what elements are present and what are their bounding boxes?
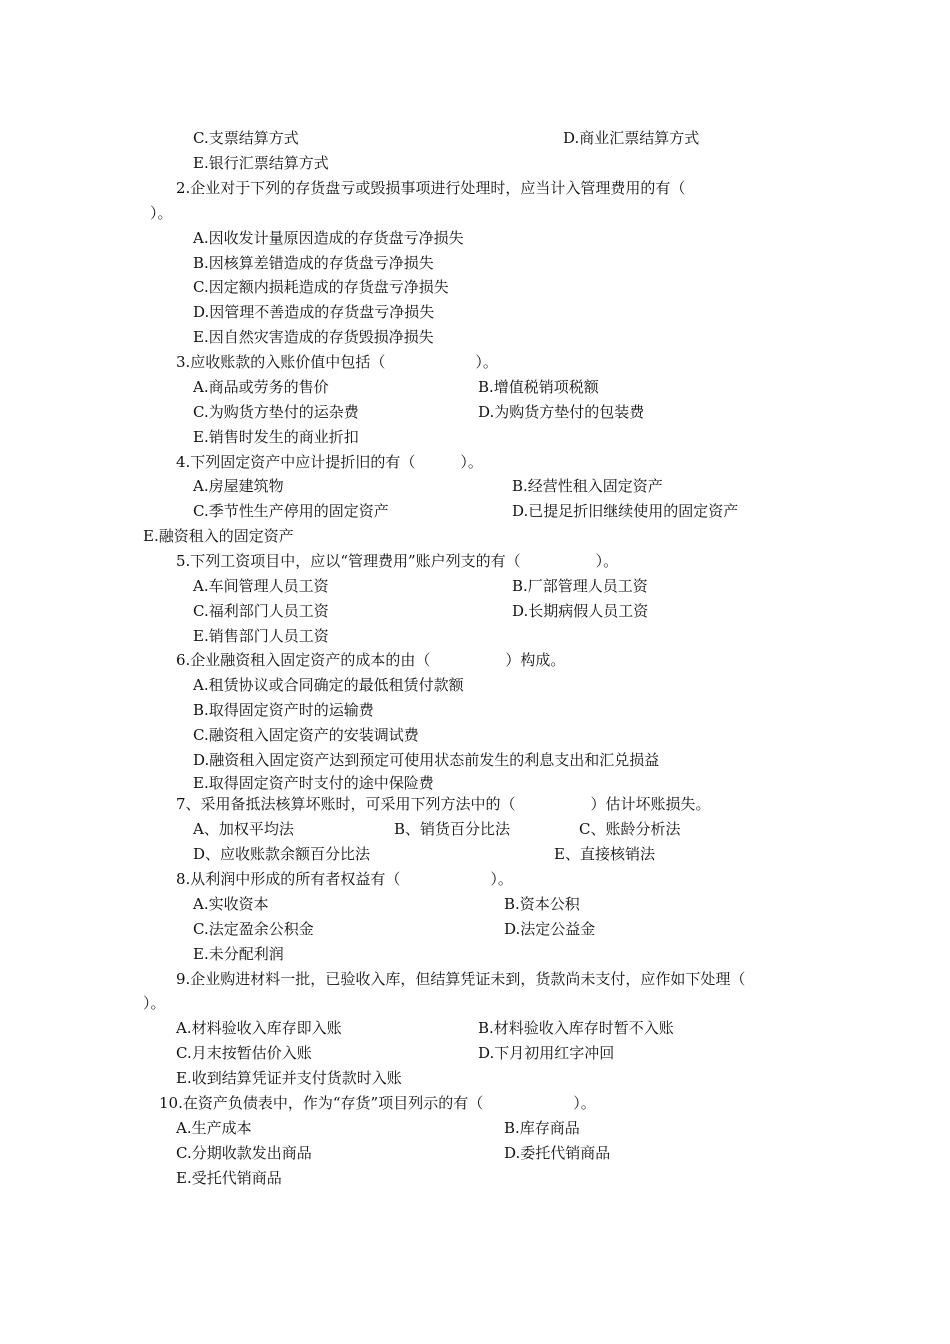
question-line: 8.从利润中形成的所有者权益有（ ）。	[176, 870, 513, 888]
option-line: B.取得固定资产时的运输费	[193, 701, 374, 719]
question-line: ）。	[143, 994, 166, 1012]
option-line: A.商品或劳务的售价	[193, 378, 329, 396]
option-line: A.车间管理人员工资	[193, 577, 329, 595]
option-line: B.增值税销项税额	[478, 378, 599, 396]
option-line: D.商业汇票结算方式	[563, 129, 700, 147]
option-line: D.委托代销商品	[504, 1144, 611, 1162]
option-line: C.福利部门人员工资	[193, 602, 329, 620]
option-line: C.分期收款发出商品	[176, 1144, 312, 1162]
option-line: D.法定公益金	[504, 920, 596, 938]
option-line: A、加权平均法	[193, 820, 294, 838]
option-line: B.厂部管理人员工资	[512, 577, 648, 595]
option-line: E.销售部门人员工资	[193, 627, 329, 645]
question-line: 6.企业融资租入固定资产的成本的由（ ）构成。	[176, 651, 566, 669]
option-line: E、直接核销法	[554, 845, 655, 863]
option-line: B.库存商品	[504, 1119, 580, 1137]
question-line: 2.企业对于下列的存货盘亏或毁损事项进行处理时，应当计入管理费用的有（	[176, 179, 686, 197]
option-line: C.月末按暂估价入账	[176, 1044, 312, 1062]
option-line: A.实收资本	[193, 895, 269, 913]
option-line: E.收到结算凭证并支付货款时入账	[176, 1069, 402, 1087]
option-line: D.因管理不善造成的存货盘亏净损失	[193, 303, 435, 321]
option-line: E.银行汇票结算方式	[193, 154, 329, 172]
option-line: C.季节性生产停用的固定资产	[193, 502, 389, 520]
option-line: B、销货百分比法	[394, 820, 511, 838]
option-line: D.已提足折旧继续使用的固定资产	[512, 502, 739, 520]
option-line: E.未分配利润	[193, 945, 284, 963]
question-line: ）。	[150, 204, 173, 222]
option-line: E.取得固定资产时支付的途中保险费	[193, 774, 434, 792]
option-line: C.支票结算方式	[193, 129, 299, 147]
question-line: 5.下列工资项目中，应以“管理费用”账户列支的有（ ）。	[176, 552, 619, 570]
question-line: 7、采用备抵法核算坏账时，可采用下列方法中的（ ）估计坏账损失。	[176, 795, 711, 813]
option-line: A.材料验收入库存即入账	[176, 1019, 342, 1037]
question-line: 3.应收账款的入账价值中包括（ ）。	[176, 353, 498, 371]
option-line: B.资本公积	[504, 895, 580, 913]
option-line: E.受托代销商品	[176, 1169, 282, 1187]
option-line: E.融资租入的固定资产	[143, 527, 294, 545]
option-line: D.长期病假人员工资	[512, 602, 649, 620]
option-line: C、账龄分析法	[579, 820, 681, 838]
option-line: D.为购货方垫付的包装费	[478, 403, 645, 421]
question-line: 9.企业购进材料一批，已验收入库，但结算凭证未到，货款尚未支付，应作如下处理（	[176, 970, 746, 988]
option-line: D、应收账款余额百分比法	[193, 845, 371, 863]
option-line: D.融资租入固定资产达到预定可使用状态前发生的利息支出和汇兑损益	[193, 751, 660, 769]
option-line: C.因定额内损耗造成的存货盘亏净损失	[193, 278, 449, 296]
option-line: C.法定盈余公积金	[193, 920, 314, 938]
option-line: A.因收发计量原因造成的存货盘亏净损失	[193, 229, 464, 247]
option-line: A.生产成本	[176, 1119, 252, 1137]
question-line: 4.下列固定资产中应计提折旧的有（ ）。	[176, 453, 483, 471]
question-line: 10.在资产负债表中，作为“存货”项目列示的有（ ）。	[159, 1094, 596, 1112]
option-line: B.经营性租入固定资产	[512, 477, 663, 495]
option-line: E.销售时发生的商业折扣	[193, 428, 359, 446]
option-line: D.下月初用红字冲回	[478, 1044, 615, 1062]
option-line: A.租赁协议或合同确定的最低租赁付款额	[193, 676, 464, 694]
option-line: C.为购货方垫付的运杂费	[193, 403, 359, 421]
option-line: B.因核算差错造成的存货盘亏净损失	[193, 254, 434, 272]
option-line: B.材料验收入库存时暂不入账	[478, 1019, 674, 1037]
option-line: A.房屋建筑物	[193, 477, 284, 495]
option-line: C.融资租入固定资产的安装调试费	[193, 726, 419, 744]
option-line: E.因自然灾害造成的存货毁损净损失	[193, 328, 434, 346]
